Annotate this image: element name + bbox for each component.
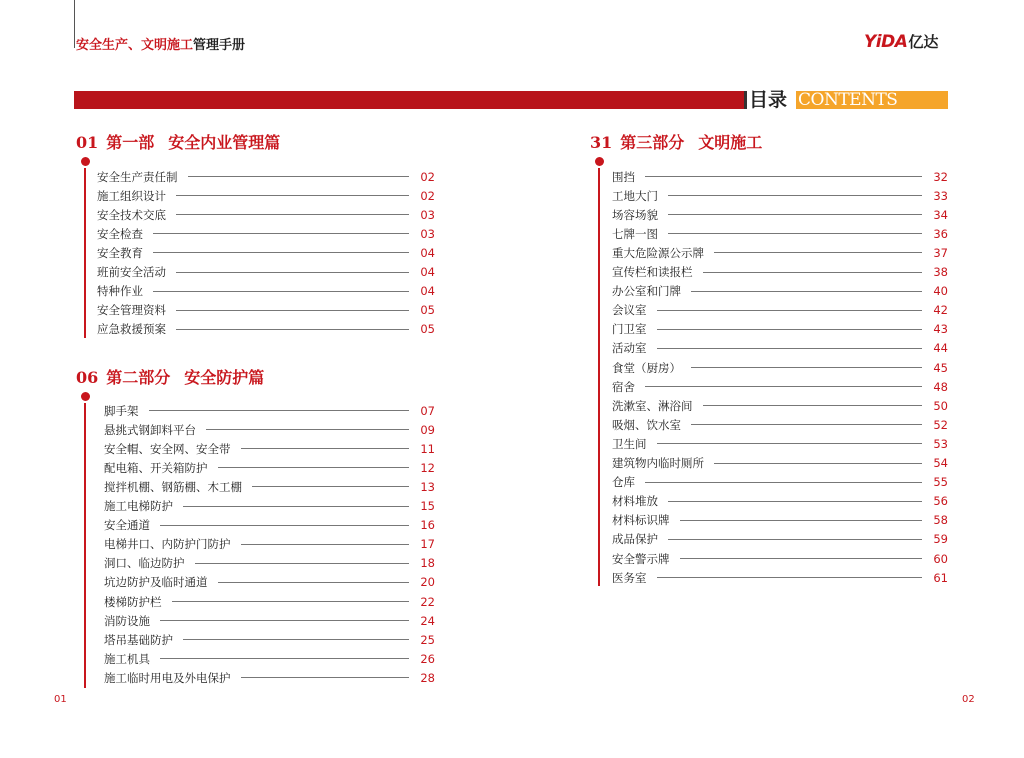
toc-leader-line (195, 563, 410, 564)
toc-entry-page: 60 (933, 551, 948, 566)
toc-leader-line (172, 601, 410, 602)
toc-entry-page: 33 (933, 188, 948, 203)
toc-entry[interactable] (97, 186, 435, 205)
toc-leader-line (645, 176, 922, 177)
toc-leader-line (176, 272, 409, 273)
toc-entry-label: 吸烟、饮水室 (612, 417, 681, 432)
toc-entry[interactable] (612, 377, 948, 396)
toc-entry-page: 45 (933, 360, 948, 375)
toc-leader-line (691, 291, 922, 292)
toc-leader-line (668, 195, 922, 196)
toc-entry-label: 安全生产责任制 (97, 169, 178, 184)
toc-entry-page: 44 (933, 341, 948, 356)
page-number-left: 01 (54, 694, 67, 705)
toc-entry[interactable] (97, 282, 435, 301)
header-divider-line (74, 0, 75, 48)
toc-entry-page: 61 (933, 570, 948, 585)
toc-entry[interactable] (612, 358, 948, 377)
toc-entry-page: 55 (933, 475, 948, 490)
toc-entry-label: 楼梯防护栏 (104, 594, 162, 609)
toc-entry-page: 40 (933, 284, 948, 299)
toc-entry[interactable] (612, 511, 948, 530)
toc-entry-label: 施工组织设计 (97, 188, 166, 203)
toc-entry[interactable] (104, 516, 435, 535)
section-part: 第二部分 (106, 368, 171, 387)
toc-entry-label: 洗漱室、淋浴间 (612, 398, 693, 413)
toc-entry-label: 仓库 (612, 475, 635, 490)
toc-entry-page: 15 (420, 499, 435, 513)
toc-entry-label: 门卫室 (612, 322, 647, 337)
toc-entry-label: 活动室 (612, 341, 647, 356)
toc-entry-page: 50 (933, 398, 948, 413)
toc-entry-page: 02 (420, 169, 435, 184)
section-name: 安全防护篇 (184, 368, 265, 387)
toc-entry-page: 28 (420, 670, 435, 685)
toc-entry[interactable] (612, 167, 948, 186)
company-logo-cn: 亿达 (908, 33, 939, 51)
toc-entry-page: 04 (420, 245, 435, 260)
toc-entry-page: 12 (420, 460, 435, 475)
toc-leader-line (241, 677, 410, 678)
toc-leader-line (703, 272, 923, 273)
toc-entry-label: 安全检查 (97, 226, 143, 241)
toc-entry-page: 58 (933, 513, 948, 528)
toc-entry-page: 59 (933, 532, 948, 547)
company-logo (864, 31, 938, 52)
toc-entry-label: 围挡 (612, 169, 635, 184)
section-rule-2 (84, 403, 86, 688)
toc-entry-label: 施工电梯防护 (104, 499, 173, 513)
toc-entry-label: 施工机具 (104, 651, 150, 666)
toc-entry-label: 医务室 (612, 570, 647, 585)
toc-entry[interactable] (104, 611, 435, 630)
toc-entry[interactable] (612, 205, 948, 224)
toc-entry-label: 安全警示牌 (612, 551, 670, 566)
toc-entry-page: 38 (933, 265, 948, 279)
section-name: 文明施工 (698, 133, 763, 152)
toc-entry-page: 37 (933, 245, 948, 260)
section-rule-1 (84, 168, 86, 338)
toc-entry[interactable] (104, 458, 435, 477)
toc-entry[interactable] (612, 243, 948, 262)
section-rule-3 (598, 168, 600, 586)
toc-entry-label: 材料堆放 (612, 494, 658, 509)
toc-entry[interactable] (612, 339, 948, 358)
toc-leader-line (183, 639, 409, 640)
toc-entry[interactable] (104, 668, 435, 687)
toc-entry-label: 建筑物内临时厕所 (612, 456, 704, 470)
toc-entry[interactable] (104, 497, 435, 516)
toc-leader-line (657, 577, 923, 578)
toc-entry[interactable] (612, 186, 948, 205)
toc-entry[interactable] (612, 415, 948, 434)
toc-leader-line (188, 176, 410, 177)
toc-leader-line (691, 424, 922, 425)
toc-entry-page: 16 (420, 518, 435, 533)
toc-entry[interactable] (612, 549, 948, 568)
toc-entry[interactable] (612, 434, 948, 453)
toc-entry-label: 场容场貌 (612, 207, 658, 222)
toc-entry-label: 搅拌机棚、钢筋棚、木工棚 (104, 479, 242, 494)
toc-entry-label: 班前安全活动 (97, 265, 166, 279)
toc-entry[interactable] (97, 301, 435, 320)
toc-entry-label: 安全教育 (97, 245, 143, 260)
section-bullet-1 (81, 157, 90, 166)
toc-entry-label: 安全通道 (104, 518, 150, 533)
toc-entry-page: 04 (420, 265, 435, 279)
toc-entry-label: 重大危险源公示牌 (612, 245, 704, 260)
toc-entry-page: 20 (420, 575, 435, 590)
toc-entry-page: 42 (933, 303, 948, 318)
toc-leader-line (668, 539, 922, 540)
section-title-3 (590, 133, 762, 153)
toc-entry-page: 34 (933, 207, 948, 222)
toc-entry-label: 安全管理资料 (97, 303, 166, 318)
toc-entry-label: 工地大门 (612, 188, 658, 203)
toc-leader-line (714, 252, 922, 253)
toc-entry-label: 宣传栏和读报栏 (612, 265, 693, 279)
toc-entry[interactable] (612, 263, 948, 282)
toc-entry[interactable] (104, 573, 435, 592)
banner-separator (744, 91, 747, 109)
toc-entry-page: 56 (933, 494, 948, 509)
banner-red-bar (74, 91, 744, 109)
toc-entry-label: 七牌一图 (612, 226, 658, 241)
toc-entry[interactable] (104, 592, 435, 611)
toc-entry[interactable] (612, 396, 948, 415)
toc-leader-line (252, 486, 409, 487)
toc-entry[interactable] (104, 477, 435, 496)
toc-leader-line (703, 405, 923, 406)
toc-leader-line (714, 463, 922, 464)
toc-entry[interactable] (104, 535, 435, 554)
toc-leader-line (176, 329, 409, 330)
toc-entry-page: 17 (420, 537, 435, 552)
section-number: 01 (76, 133, 99, 152)
toc-entry[interactable] (97, 205, 435, 224)
document-title (76, 34, 245, 53)
toc-entry-page: 48 (933, 379, 948, 394)
toc-entry-label: 坑边防护及临时通道 (104, 575, 208, 590)
toc-entry-label: 卫生间 (612, 436, 647, 451)
toc-entry[interactable] (612, 492, 948, 511)
toc-entry[interactable] (612, 301, 948, 320)
toc-heading: 目录 (749, 89, 788, 111)
toc-leader-line (657, 443, 923, 444)
section-part: 第三部分 (620, 133, 685, 152)
toc-leader-line (176, 214, 409, 215)
toc-leader-line (668, 233, 922, 234)
toc-leader-line (206, 429, 409, 430)
toc-entry[interactable] (97, 224, 435, 243)
toc-leader-line (645, 386, 922, 387)
toc-entry[interactable] (97, 243, 435, 262)
toc-entry[interactable] (104, 439, 435, 458)
document-title-dark: 管理手册 (193, 38, 246, 53)
toc-entry-page: 32 (933, 169, 948, 184)
toc-leader-line (153, 233, 409, 234)
toc-entry-label: 电梯井口、内防护门防护 (104, 537, 231, 552)
toc-leader-line (153, 252, 409, 253)
toc-leader-line (153, 291, 409, 292)
toc-leader-line (241, 448, 410, 449)
toc-entry[interactable] (104, 649, 435, 668)
toc-leader-line (176, 310, 409, 311)
toc-entry-label: 配电箱、开关箱防护 (104, 460, 208, 475)
toc-entry-page: 22 (420, 594, 435, 609)
toc-leader-line (160, 525, 409, 526)
toc-entry-page: 43 (933, 322, 948, 337)
toc-heading-en: CONTENTS (798, 90, 898, 110)
toc-entry-page: 24 (420, 613, 435, 628)
section-number: 06 (76, 368, 99, 387)
toc-leader-line (160, 658, 409, 659)
toc-leader-line (691, 367, 922, 368)
toc-entry-page: 25 (420, 632, 435, 647)
document-title-red: 安全生产、文明施工 (76, 38, 194, 53)
toc-leader-line (218, 467, 410, 468)
toc-entry[interactable] (612, 320, 948, 339)
section-number: 31 (590, 133, 613, 152)
toc-entry-label: 办公室和门牌 (612, 284, 681, 299)
toc-entry-label: 安全帽、安全网、安全带 (104, 441, 231, 456)
toc-entry[interactable] (612, 282, 948, 301)
toc-leader-line (176, 195, 409, 196)
toc-leader-line (183, 506, 409, 507)
section-part: 第一部 (106, 133, 155, 152)
toc-entry-label: 特种作业 (97, 284, 143, 299)
toc-entry[interactable] (104, 401, 435, 420)
toc-entry-label: 塔吊基础防护 (104, 632, 173, 647)
toc-leader-line (657, 348, 923, 349)
toc-leader-line (668, 501, 922, 502)
toc-entry-page: 07 (420, 403, 435, 418)
toc-entry-page: 54 (933, 456, 948, 470)
section-title-1 (76, 133, 280, 153)
toc-entry-page: 05 (420, 322, 435, 337)
toc-entry[interactable] (104, 420, 435, 439)
toc-leader-line (241, 544, 410, 545)
toc-entry-label: 悬挑式钢卸料平台 (104, 422, 196, 437)
section-title-2 (76, 368, 264, 388)
toc-entry[interactable] (612, 568, 948, 587)
toc-entry-page: 26 (420, 651, 435, 666)
toc-entry-page: 18 (420, 556, 435, 571)
toc-entry[interactable] (612, 454, 948, 473)
toc-entry-page: 04 (420, 284, 435, 299)
company-logo-en: YiDA (864, 31, 908, 52)
toc-entry[interactable] (104, 630, 435, 649)
toc-leader-line (657, 310, 923, 311)
toc-entry-page: 02 (420, 188, 435, 203)
toc-leader-line (680, 520, 923, 521)
toc-entry[interactable] (612, 224, 948, 243)
toc-entry-page: 13 (420, 479, 435, 494)
toc-entry-label: 施工临时用电及外电保护 (104, 670, 231, 685)
toc-entry-label: 宿舍 (612, 379, 635, 394)
toc-entry-label: 安全技术交底 (97, 207, 166, 222)
toc-entry[interactable] (97, 167, 435, 186)
toc-entry-page: 09 (420, 422, 435, 437)
toc-entry-page: 36 (933, 226, 948, 241)
toc-entry[interactable] (97, 263, 435, 282)
toc-entry[interactable] (97, 320, 435, 339)
toc-entry-label: 消防设施 (104, 613, 150, 628)
toc-leader-line (149, 410, 410, 411)
toc-entry-page: 03 (420, 207, 435, 222)
toc-leader-line (645, 482, 922, 483)
toc-leader-line (680, 558, 923, 559)
toc-entry-page: 53 (933, 436, 948, 451)
toc-entry-page: 03 (420, 226, 435, 241)
toc-entry-label: 会议室 (612, 303, 647, 318)
section-bullet-3 (595, 157, 604, 166)
toc-entry-label: 应急救援预案 (97, 322, 166, 337)
toc-entry-page: 11 (420, 441, 435, 456)
toc-leader-line (160, 620, 409, 621)
toc-entry-label: 材料标识牌 (612, 513, 670, 528)
toc-leader-line (218, 582, 410, 583)
section-name: 安全内业管理篇 (168, 133, 281, 152)
toc-leader-line (668, 214, 922, 215)
section-bullet-2 (81, 392, 90, 401)
toc-entry-label: 食堂（厨房） (612, 360, 681, 375)
toc-entry-page: 05 (420, 303, 435, 318)
toc-entry-label: 洞口、临边防护 (104, 556, 185, 571)
toc-leader-line (657, 329, 923, 330)
toc-entry-label: 脚手架 (104, 403, 139, 418)
toc-entry[interactable] (104, 554, 435, 573)
toc-entry-label: 成品保护 (612, 532, 658, 547)
page-number-right: 02 (962, 694, 975, 705)
toc-entry-page: 52 (933, 417, 948, 432)
toc-entry[interactable] (612, 473, 948, 492)
toc-entry[interactable] (612, 530, 948, 549)
